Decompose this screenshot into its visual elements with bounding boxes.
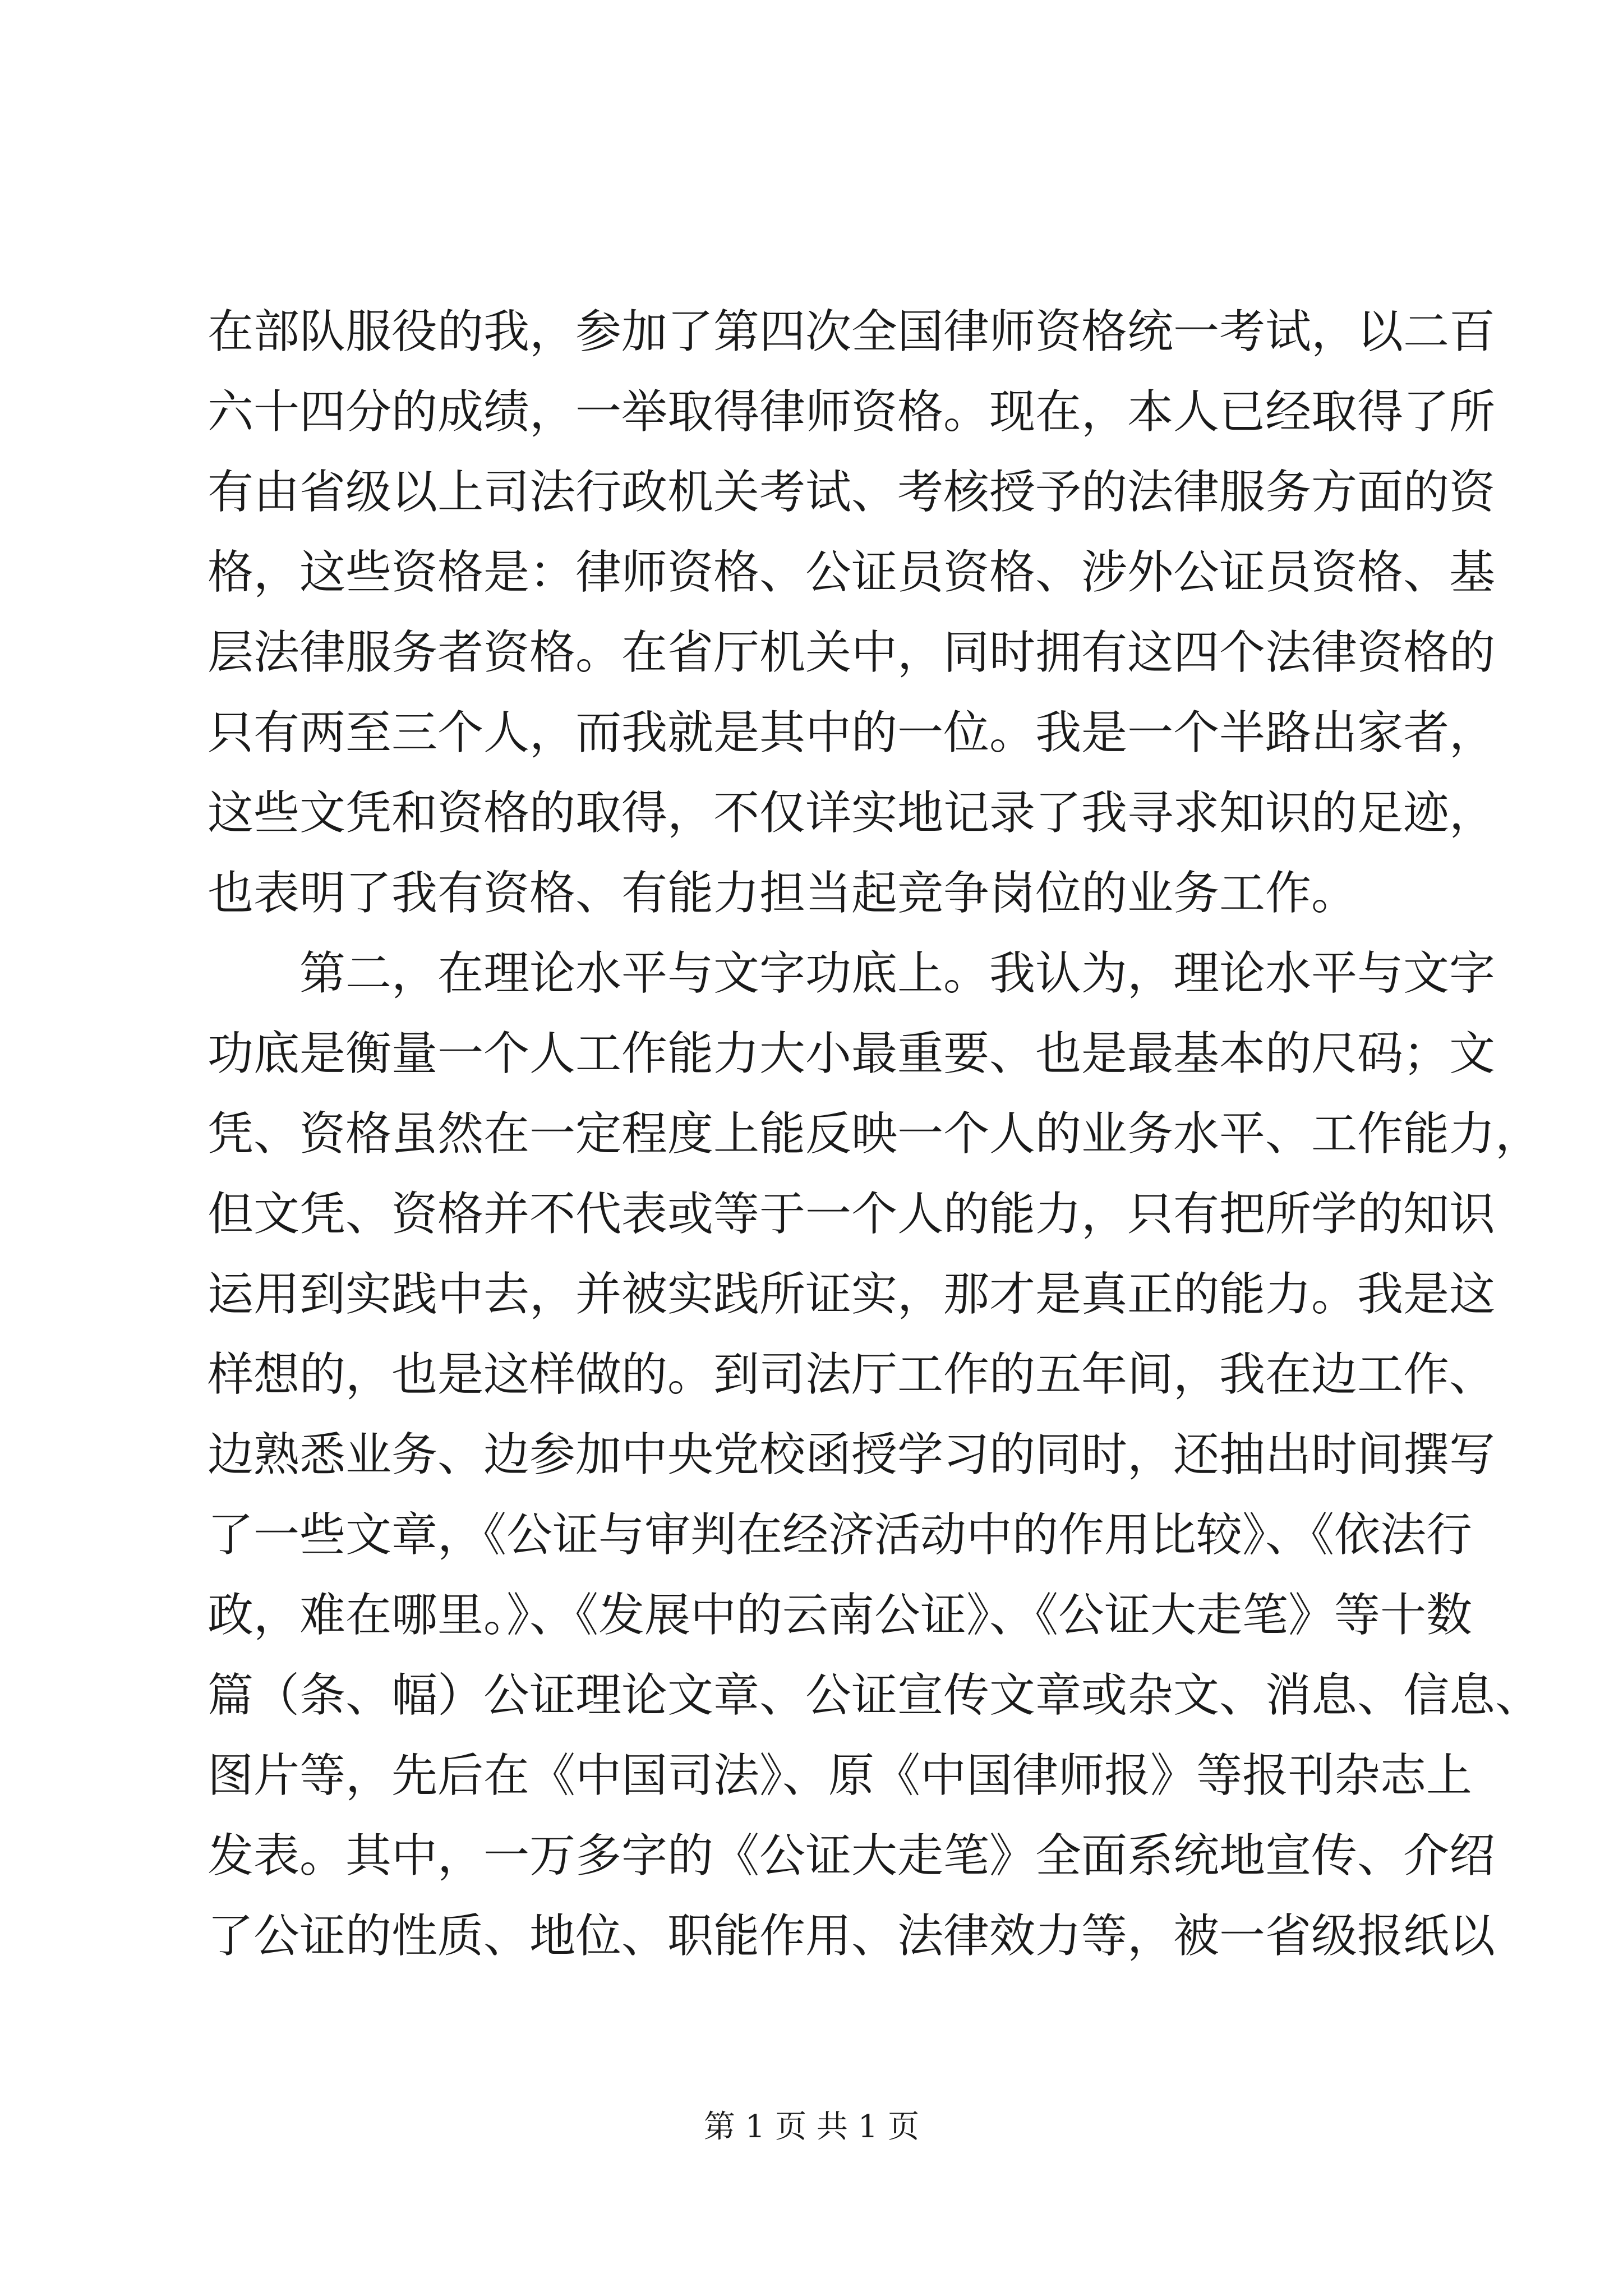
text-line: 在部队服役的我，参加了第四次全国律师资格统一考试，以二百 <box>208 305 1496 358</box>
text-line: 了公证的性质、地位、职能作用、法律效力等，被一省级报纸以 <box>208 1910 1496 1963</box>
text-line: 政，难在哪里。》、《发展中的云南公证》、《公证大走笔》等十数 <box>208 1589 1473 1642</box>
page-number-label: 第 1 页 共 1 页 <box>703 2109 920 2145</box>
text-line: 篇（条、幅）公证理论文章、公证宣传文章或杂文、消息、信息、 <box>208 1669 1542 1722</box>
text-line: 有由省级以上司法行政机关考试、考核授予的法律服务方面的资 <box>208 466 1496 519</box>
text-line: 但文凭、资格并不代表或等于一个人的能力，只有把所学的知识 <box>208 1188 1496 1241</box>
text-line: 图片等，先后在《中国司法》、原《中国律师报》等报刊杂志上 <box>208 1749 1473 1802</box>
body-text <box>208 292 1542 1976</box>
text-line: 这些文凭和资格的取得，不仅详实地记录了我寻求知识的足迹， <box>208 786 1496 840</box>
text-line: 运用到实践中去，并被实践所证实，那才是真正的能力。我是这 <box>208 1268 1496 1321</box>
text-line: 六十四分的成绩，一举取得律师资格。现在，本人已经取得了所 <box>208 385 1496 439</box>
page-footer <box>0 2105 1623 2150</box>
text-line: 样想的，也是这样做的。到司法厅工作的五年间，我在边工作、 <box>208 1348 1496 1401</box>
text-line: 功底是衡量一个人工作能力大小最重要、也是最基本的尺码；文 <box>208 1027 1496 1080</box>
text-line: 也表明了我有资格、有能力担当起竞争岗位的业务工作。 <box>208 867 1358 920</box>
text-line: 格，这些资格是：律师资格、公证员资格、涉外公证员资格、基 <box>208 546 1496 599</box>
text-line: 了一些文章，《公证与审判在经济活动中的作用比较》、《依法行 <box>208 1508 1473 1562</box>
paragraph-start-line: 第二，在理论水平与文字功底上。我认为，理论水平与文字 <box>299 947 1496 1000</box>
text-line: 凭、资格虽然在一定程度上能反映一个人的业务水平、工作能力， <box>208 1107 1542 1161</box>
text-line: 边熟悉业务、边参加中央党校函授学习的同时，还抽出时间撰写 <box>208 1428 1496 1481</box>
text-line: 发表。其中，一万多字的《公证大走笔》全面系统地宣传、介绍 <box>208 1829 1496 1883</box>
text-line: 只有两至三个人，而我就是其中的一位。我是一个半路出家者， <box>208 706 1496 760</box>
text-line: 层法律服务者资格。在省厅机关中，同时拥有这四个法律资格的 <box>208 626 1496 679</box>
